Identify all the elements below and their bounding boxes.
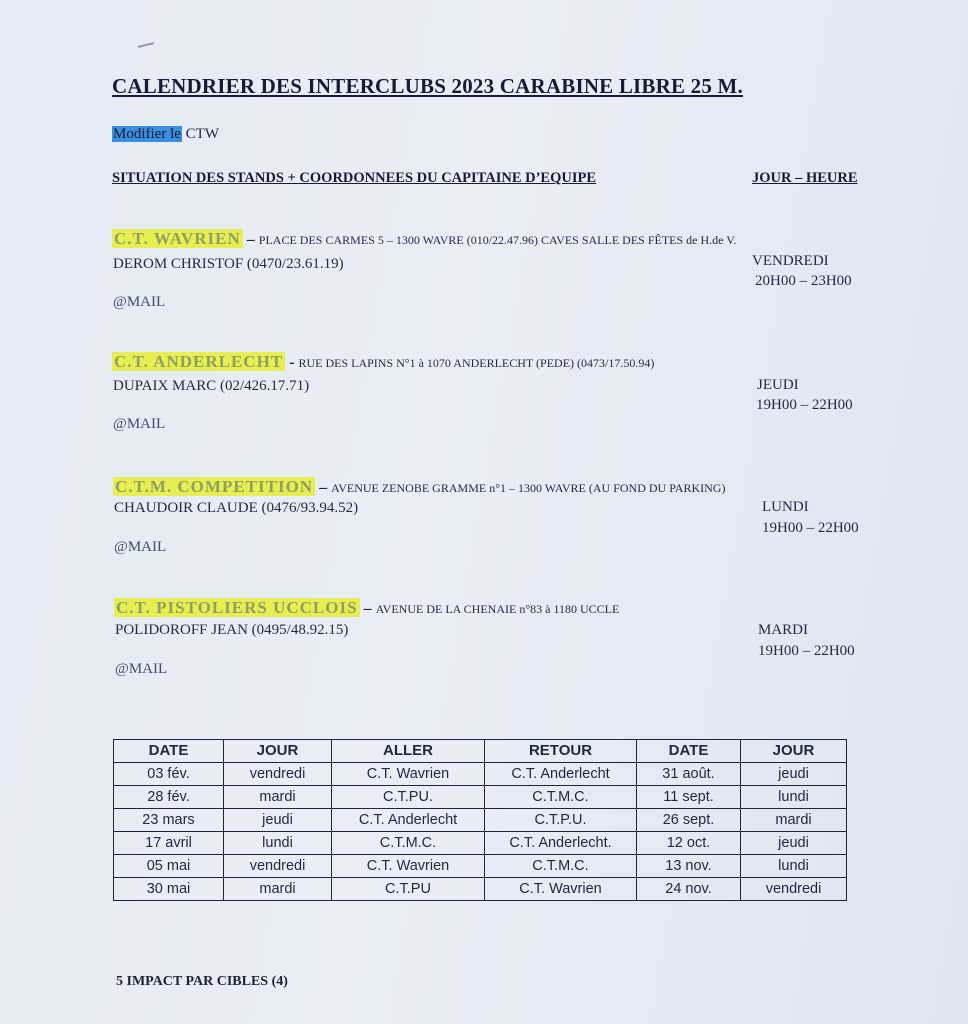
- club-day: JEUDI: [757, 377, 799, 393]
- club-time: 19H00 – 22H00: [762, 520, 859, 536]
- table-cell: lundi: [741, 786, 847, 809]
- table-cell: 17 avril: [114, 832, 224, 855]
- club-day: VENDREDI: [752, 253, 829, 269]
- table-cell: C.T.M.C.: [332, 832, 485, 855]
- table-cell: C.T.M.C.: [485, 786, 637, 809]
- club-name: C.T. PISTOLIERS UCCLOIS: [116, 598, 358, 617]
- club-header: [112, 229, 736, 249]
- club-address: PLACE DES CARMES 5 – 1300 WAVRE (010/22.47.96) CAVES SALLE DES FÊTES de H.de V.: [258, 233, 737, 247]
- pen-mark: [138, 42, 154, 47]
- club-header: [113, 477, 725, 497]
- club-mail[interactable]: @MAIL: [113, 294, 166, 310]
- table-cell: 11 sept.: [637, 786, 741, 809]
- table-cell: vendredi: [741, 878, 847, 901]
- table-cell: C.T. Anderlecht: [332, 809, 485, 832]
- table-cell: 24 nov.: [637, 878, 741, 901]
- table-cell: C.T. Wavrien: [332, 763, 485, 786]
- club-name: C.T. ANDERLECHT: [114, 352, 284, 371]
- club-mail[interactable]: @MAIL: [115, 661, 168, 677]
- table-cell: 30 mai: [114, 878, 224, 901]
- club-contact: CHAUDOIR CLAUDE (0476/93.94.52): [114, 500, 359, 516]
- table-cell: 13 nov.: [637, 855, 741, 878]
- section-heading: SITUATION DES STANDS + COORDONNEES DU CAPITAINE D’EQUIPE: [112, 170, 597, 186]
- table-row: [114, 809, 847, 832]
- club-time: 19H00 – 22H00: [758, 643, 855, 659]
- footer-note: 5 IMPACT PAR CIBLES (4): [116, 974, 288, 989]
- column-header: DATE: [637, 740, 741, 763]
- table-cell: 28 fév.: [114, 786, 224, 809]
- club-time: 20H00 – 23H00: [755, 273, 852, 289]
- table-cell: C.T. Anderlecht.: [485, 832, 637, 855]
- table-cell: jeudi: [741, 763, 847, 786]
- club-name: C.T. WAVRIEN: [114, 229, 241, 248]
- table-cell: 23 mars: [114, 809, 224, 832]
- club-name: C.T.M. COMPETITION: [115, 477, 314, 496]
- club-dash: -: [289, 354, 295, 371]
- table-row: [114, 855, 847, 878]
- table-row: [114, 763, 847, 786]
- table-cell: C.T. Wavrien: [332, 855, 485, 878]
- column-header: DATE: [114, 740, 224, 763]
- table-cell: 31 août.: [637, 763, 741, 786]
- club-address: RUE DES LAPINS N°1 à 1070 ANDERLECHT (PEDE) (0473/17.50.94): [298, 356, 655, 370]
- modifier-rest: CTW: [181, 126, 219, 142]
- table-cell: 12 oct.: [637, 832, 741, 855]
- club-mail[interactable]: @MAIL: [113, 416, 166, 432]
- table-cell: mardi: [224, 786, 332, 809]
- club-dash: –: [246, 231, 255, 248]
- table-cell: jeudi: [741, 832, 847, 855]
- table-cell: 03 fév.: [114, 763, 224, 786]
- club-time: 19H00 – 22H00: [756, 397, 853, 413]
- table-row: [114, 878, 847, 901]
- club-dash: –: [363, 600, 372, 617]
- table-cell: 26 sept.: [637, 809, 741, 832]
- column-header: JOUR: [741, 740, 847, 763]
- selected-text[interactable]: Modifier le: [113, 126, 181, 142]
- club-dash: –: [319, 479, 328, 496]
- table-cell: jeudi: [224, 809, 332, 832]
- club-day: LUNDI: [762, 499, 809, 515]
- table-header-row: [114, 740, 847, 763]
- table-cell: C.T. Wavrien: [485, 878, 637, 901]
- column-header: JOUR: [224, 740, 332, 763]
- table-row: [114, 832, 847, 855]
- club-header: [114, 598, 619, 618]
- table-cell: C.T.PU.: [332, 786, 485, 809]
- schedule-table: [113, 739, 847, 901]
- club-contact: DUPAIX MARC (02/426.17.71): [113, 378, 310, 394]
- table-cell: C.T.P.U.: [485, 809, 637, 832]
- table-row: [114, 786, 847, 809]
- document-title: CALENDRIER DES INTERCLUBS 2023 CARABINE LIBRE 25 M.: [112, 74, 743, 98]
- club-address: AVENUE DE LA CHENAIE n°83 à 1180 UCCLE: [375, 602, 620, 616]
- club-contact: DEROM CHRISTOF (0470/23.61.19): [113, 256, 344, 272]
- table-cell: mardi: [741, 809, 847, 832]
- table-cell: C.T.PU: [332, 878, 485, 901]
- table-cell: lundi: [224, 832, 332, 855]
- modifier-line: [112, 126, 219, 143]
- column-header: ALLER: [332, 740, 485, 763]
- table-cell: C.T. Anderlecht: [485, 763, 637, 786]
- club-mail[interactable]: @MAIL: [114, 539, 167, 555]
- table-cell: lundi: [741, 855, 847, 878]
- table-cell: vendredi: [224, 763, 332, 786]
- section-heading-right: JOUR – HEURE: [752, 170, 858, 186]
- club-header: [112, 352, 654, 372]
- table-cell: mardi: [224, 878, 332, 901]
- club-address: AVENUE ZENOBE GRAMME n°1 – 1300 WAVRE (AU FOND DU PARKING): [331, 481, 726, 495]
- column-header: RETOUR: [485, 740, 637, 763]
- table-cell: C.T.M.C.: [485, 855, 637, 878]
- club-contact: POLIDOROFF JEAN (0495/48.92.15): [115, 622, 349, 638]
- club-day: MARDI: [758, 622, 809, 638]
- table-cell: 05 mai: [114, 855, 224, 878]
- table-cell: vendredi: [224, 855, 332, 878]
